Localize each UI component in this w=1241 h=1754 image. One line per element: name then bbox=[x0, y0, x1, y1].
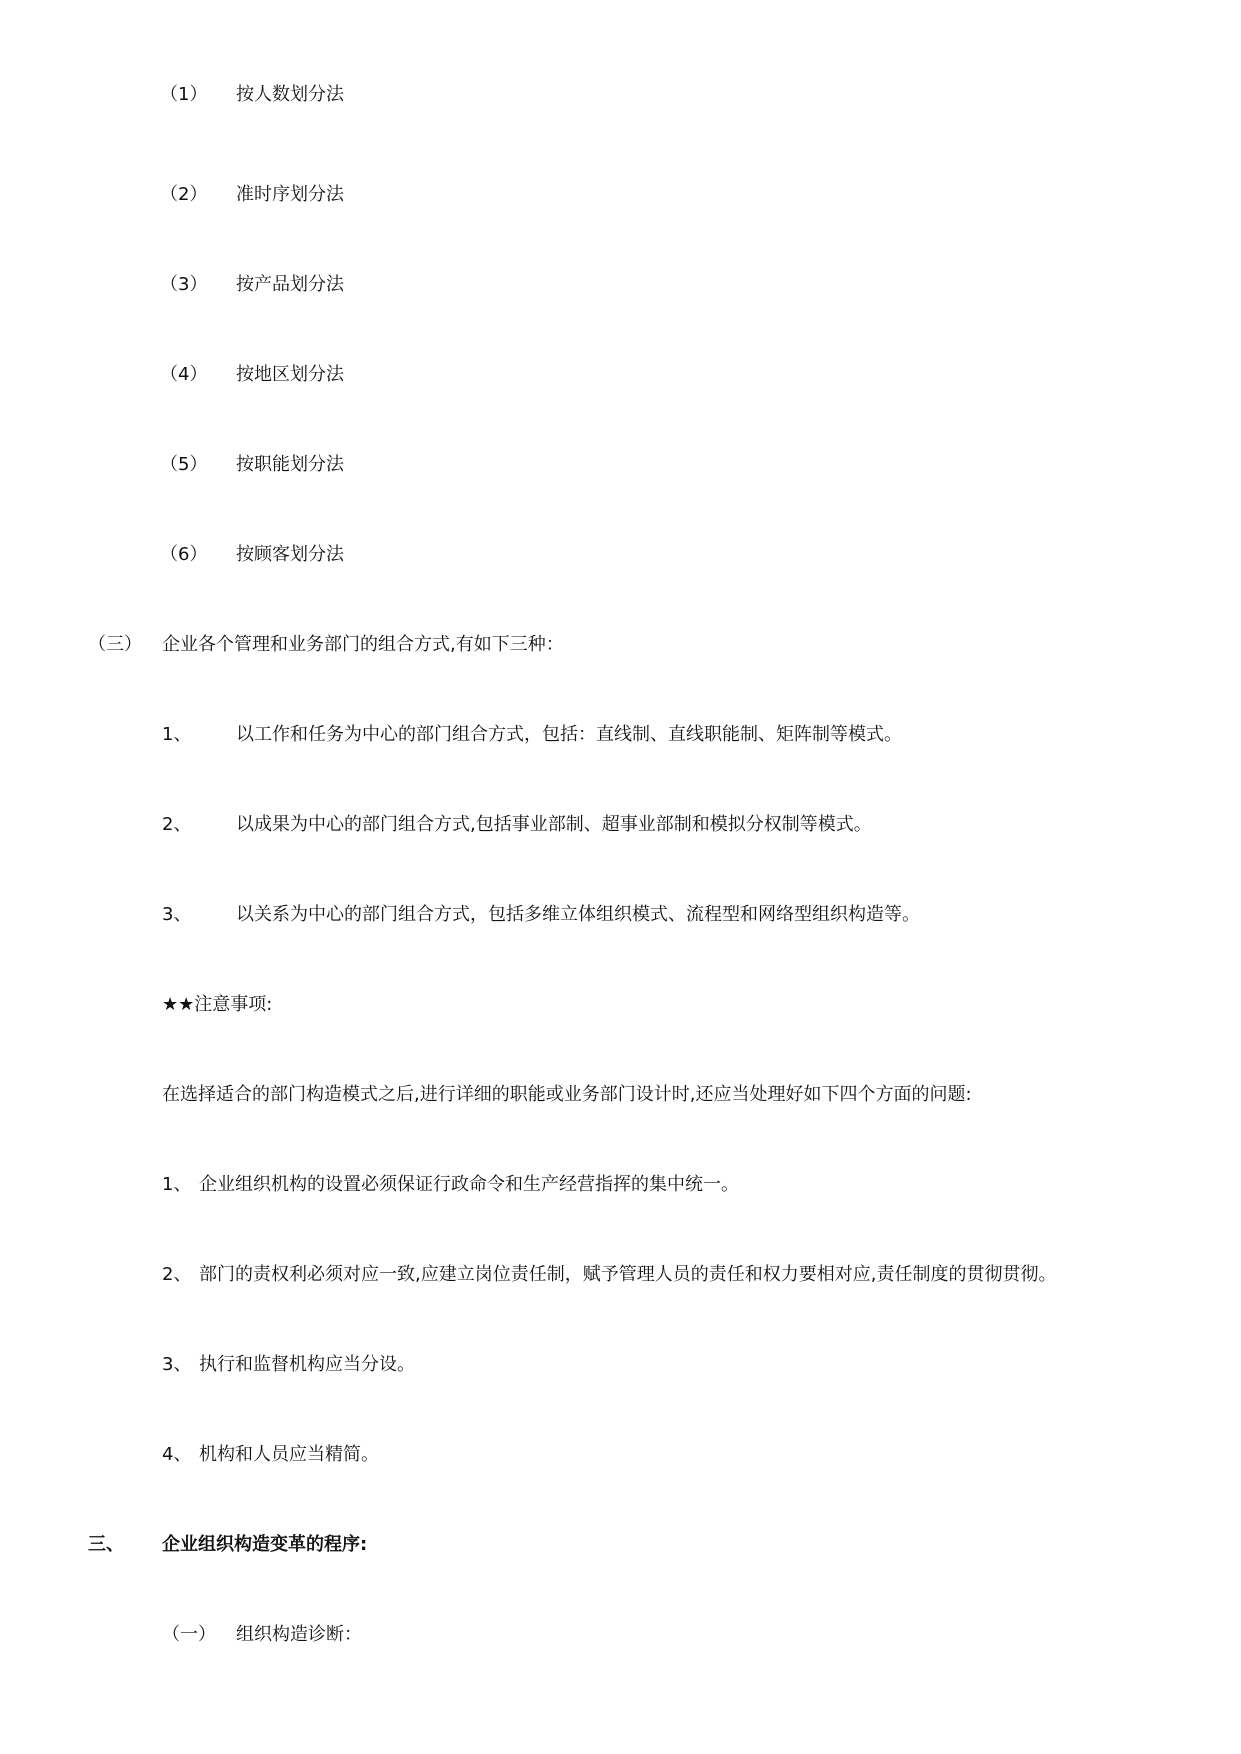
chapter-number: 三、 bbox=[88, 1534, 124, 1555]
item-text: 按职能划分法 bbox=[236, 454, 344, 475]
sub-text: 组织构造诊断： bbox=[236, 1624, 362, 1645]
item-number: （3） bbox=[160, 274, 208, 295]
item-number: 3、 bbox=[162, 1354, 192, 1375]
item-number: 3、 bbox=[162, 904, 192, 925]
sub-number: （一） bbox=[162, 1624, 216, 1645]
item-text: 以成果为中心的部门组合方式,包括事业部制、超事业部制和模拟分权制等模式。 bbox=[236, 814, 872, 835]
notes-intro-text: 在选择适合的部门构造模式之后,进行详细的职能或业务部门设计时,还应当处理好如下四个方面的问题: bbox=[162, 1084, 972, 1105]
item-text: 按产品划分法 bbox=[236, 274, 344, 295]
item-text: 部门的责权利必须对应一致,应建立岗位责任制，赋予管理人员的责任和权力要相对应,责任制度的贯彻贯彻。 bbox=[199, 1264, 1057, 1285]
item-text: 以关系为中心的部门组合方式，包括多维立体组织模式、流程型和网络型组织构造等。 bbox=[236, 904, 920, 925]
item-number: （5） bbox=[160, 454, 208, 475]
item-number: 4、 bbox=[162, 1444, 192, 1465]
item-number: 1、 bbox=[162, 1174, 192, 1195]
item-text: 准时序划分法 bbox=[236, 184, 344, 205]
chapter-title: 企业组织构造变革的程序: bbox=[162, 1534, 368, 1555]
item-text: 按地区划分法 bbox=[236, 364, 344, 385]
item-number: （1） bbox=[160, 84, 208, 105]
item-text: 企业组织机构的设置必须保证行政命令和生产经营指挥的集中统一。 bbox=[199, 1174, 739, 1195]
item-number: 1、 bbox=[162, 724, 192, 745]
item-number: 2、 bbox=[162, 814, 192, 835]
item-number: （4） bbox=[160, 364, 208, 385]
item-text: 以工作和任务为中心的部门组合方式，包括：直线制、直线职能制、矩阵制等模式。 bbox=[236, 724, 902, 745]
section-text: 企业各个管理和业务部门的组合方式,有如下三种： bbox=[162, 634, 564, 655]
item-text: 机构和人员应当精简。 bbox=[199, 1444, 379, 1465]
notes-heading-text: ★★注意事项: bbox=[162, 994, 273, 1015]
item-number: 2、 bbox=[162, 1264, 192, 1285]
item-text: 执行和监督机构应当分设。 bbox=[199, 1354, 415, 1375]
item-number: （2） bbox=[160, 184, 208, 205]
item-text: 按顾客划分法 bbox=[236, 544, 344, 565]
item-text: 按人数划分法 bbox=[236, 84, 344, 105]
item-number: （6） bbox=[160, 544, 208, 565]
section-number: （三） bbox=[88, 634, 142, 655]
